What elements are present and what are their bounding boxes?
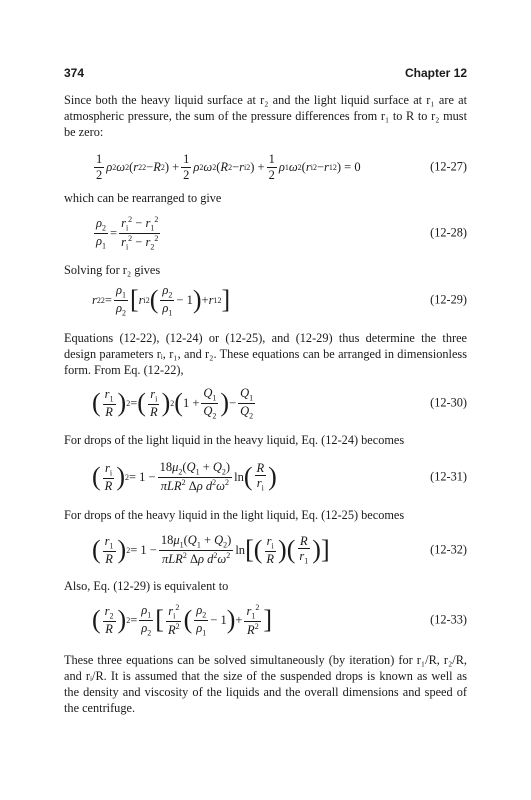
equation-number-12-27: (12-27) <box>430 159 467 174</box>
paragraph-solving: Solving for r₂ gives <box>64 263 161 277</box>
equation-12-33 <box>64 597 467 643</box>
equation-12-30-body: ( $\frac{r_1}{R}$ ) 2 = ( $\frac{r_i}{R}$ ) 2 ( 1 + $\frac{Q_1}{Q_2}$ ) − $\frac{Q_1}{Q_2}$ <box>92 385 254 420</box>
equation-12-29 <box>64 277 467 323</box>
paragraph-intro: Since both the heavy liquid surface at r₂ and the light liquid surface at r₁ are at atmospheric pressure, the sum of the pressure differences from r₁ to R to r₂ must be zero: <box>64 93 467 139</box>
equation-number-12-30: (12-30) <box>430 395 467 410</box>
equation-12-32-body: ( $\frac{r_1}{R}$ ) 2 = 1 − $\frac{18\mu_1(Q_1 + Q_2)}{\pi LR^2 \Delta\rho d^2\omega^2}$ ln [ ( $\frac{r_i}{R}$ ) ( $\frac{R}{r_1}$ ) ] <box>92 533 330 567</box>
equation-number-12-32: (12-32) <box>430 542 467 557</box>
paragraph-light-drops: For drops of the light liquid in the heavy liquid, Eq. (12-24) becomes <box>64 433 405 447</box>
page-number: 374 <box>64 66 85 80</box>
chapter-title: Chapter 12 <box>404 66 467 80</box>
equation-12-31-body: ( $\frac{r_i}{R}$ ) 2 = 1 − $\frac{18\mu_2(Q_1 + Q_2)}{\pi LR^2 \Delta\rho d^2\omega^2}$ ln ( $\frac{R}{r_i}$ ) <box>92 460 277 494</box>
equation-12-27-body: $\frac{1}{2}$ ρ 2 ω 2 ( r 2 2 − R 2 ) + $\frac{1}{2}$ ρ 2 ω 2 ( R 2 − r i 2 ) + $\frac{1}{2}$ ρ 1 ω 2 ( r i 2 − r 1 2 ) = 0 <box>96 152 361 182</box>
equation-number-12-31: (12-31) <box>430 469 467 484</box>
equation-12-31 <box>64 454 467 500</box>
paragraph-heavy-drops: For drops of the heavy liquid in the light liquid, Eq. (12-25) becomes <box>64 508 405 522</box>
equation-number-12-29: (12-29) <box>430 292 467 307</box>
equation-number-12-28: (12-28) <box>430 225 467 240</box>
equation-number-12-33: (12-33) <box>430 612 467 627</box>
paragraph-conclusion: These three equations can be solved simultaneously (by iteration) for r₁/R, r₂/R, and rᵢ/R. It is assumed that the size of the suspended drops is known as well as the density and viscosity of the liquids and the overall dimensions and speed of the centrifuge. <box>64 653 467 715</box>
equation-12-28-body: $\frac{\rho_2}{\rho_1}$ = $\frac{r_i^2 - r_1^2}{r_i^2 - r_2^2}$ <box>96 214 159 252</box>
paragraph-design-params: Equations (12-22), (12-24) or (12-25), and (12-29) thus determine the three design parameters rᵢ, r₁, and r₂. These equations can be arranged in dimensionless form. From Eq. (12-22), <box>64 331 467 377</box>
equation-12-27 <box>64 144 467 190</box>
equation-12-32 <box>64 527 467 573</box>
paragraph-equivalent: Also, Eq. (12-29) is equivalent to <box>64 579 229 593</box>
equation-12-33-body: ( $\frac{r_2}{R}$ ) 2 = $\frac{\rho_1}{\rho_2}$ [ $\frac{r_i^2}{R^2}$ ( $\frac{\rho_2}{\rho_1}$ − 1 ) + $\frac{r_1^2}{R^2}$ ] <box>92 602 272 637</box>
equation-12-30 <box>64 380 467 426</box>
paragraph-rearranged: which can be rearranged to give <box>64 191 222 205</box>
equation-12-28 <box>64 210 467 256</box>
equation-12-29-body: r 2 2 = $\frac{\rho_1}{\rho_2}$ [ r i 2 ( $\frac{\rho_2}{\rho_1}$ − 1 ) + r 1 2 ] <box>92 282 231 317</box>
